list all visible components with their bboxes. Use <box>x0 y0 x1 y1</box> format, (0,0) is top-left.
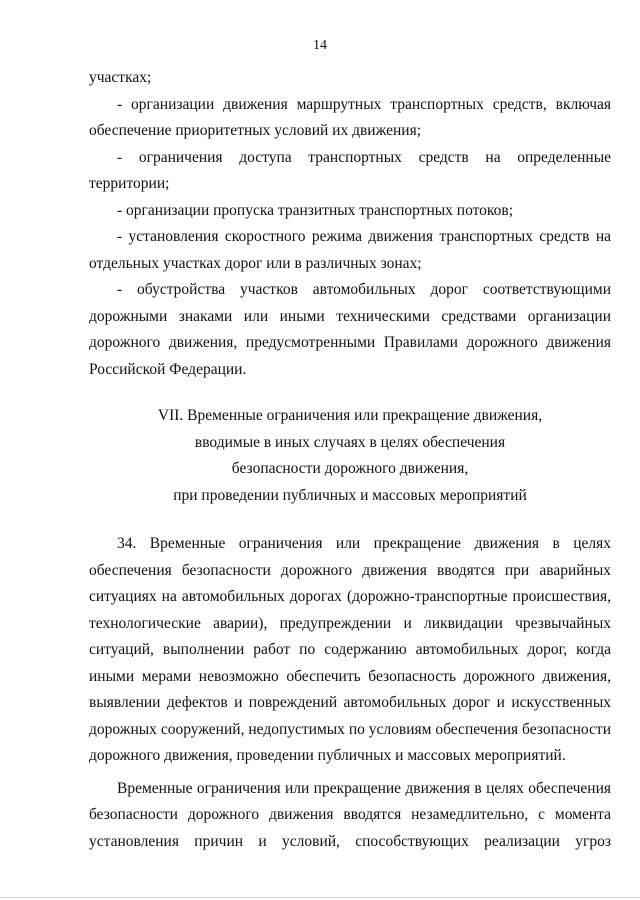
page-bottom-edge <box>0 897 640 898</box>
section-heading-line: вводимые в иных случаях в целях обеспечения <box>194 433 506 451</box>
paragraph-34: 34. Временные ограничения или прекращение движения в целях обеспечения безопасности дорожного движения вводятся при аварийных ситуациях на автомобильных дорогах (дорожно-транспортные происшествия, технологические аварии), предупреждении и ликвидации чрезвычайных ситуаций, выполнении работ по содержанию автомобильных дорог, когда иными мерами невозможно обеспечить безопасность дорожного движения, выявлении дефектов и повреждений автомобильных дорог и искусственных дорожных сооружений, недопустимых по условиям обеспечения безопасности дорожного движения, проведении публичных и массовых мероприятий. <box>89 535 611 764</box>
document-body <box>89 65 611 855</box>
list-item-access-restriction: - ограничения доступа транспортных средств на определенные территории; <box>89 148 611 192</box>
list-item-route-transport: - организации движения маршрутных транспортных средств, включая обеспечение приоритетных условий их движения; <box>89 95 611 139</box>
list-item-transit-flows: - организации пропуска транзитных транспортных потоков; <box>117 201 514 219</box>
section-heading-line: безопасности дорожного движения, <box>231 460 469 477</box>
paragraph-continuation: участках; <box>89 69 152 86</box>
paragraph-temporary-restrictions: Временные ограничения или прекращение движения в целях обеспечения безопасности дорожного движения вводятся незамедлительно, с момента установления причин и условий, способствующих реализации угроз <box>89 779 611 850</box>
list-item-speed-regime: - установления скоростного режима движения транспортных средств на отдельных участках дорог или в различных зонах; <box>89 228 611 272</box>
section-heading-line: VII. Временные ограничения или прекращение движения, <box>157 407 543 424</box>
list-item-road-signs: - обустройства участков автомобильных дорог соответствующими дорожными знаками или иными техническими средствами организации дорожного движения, предусмотренными Правилами дорожного движения Российской Федерации. <box>89 281 611 378</box>
page-number: 14 <box>313 38 327 53</box>
section-heading <box>89 403 611 509</box>
section-heading-line: при проведении публичных и массовых мероприятий <box>173 486 527 504</box>
